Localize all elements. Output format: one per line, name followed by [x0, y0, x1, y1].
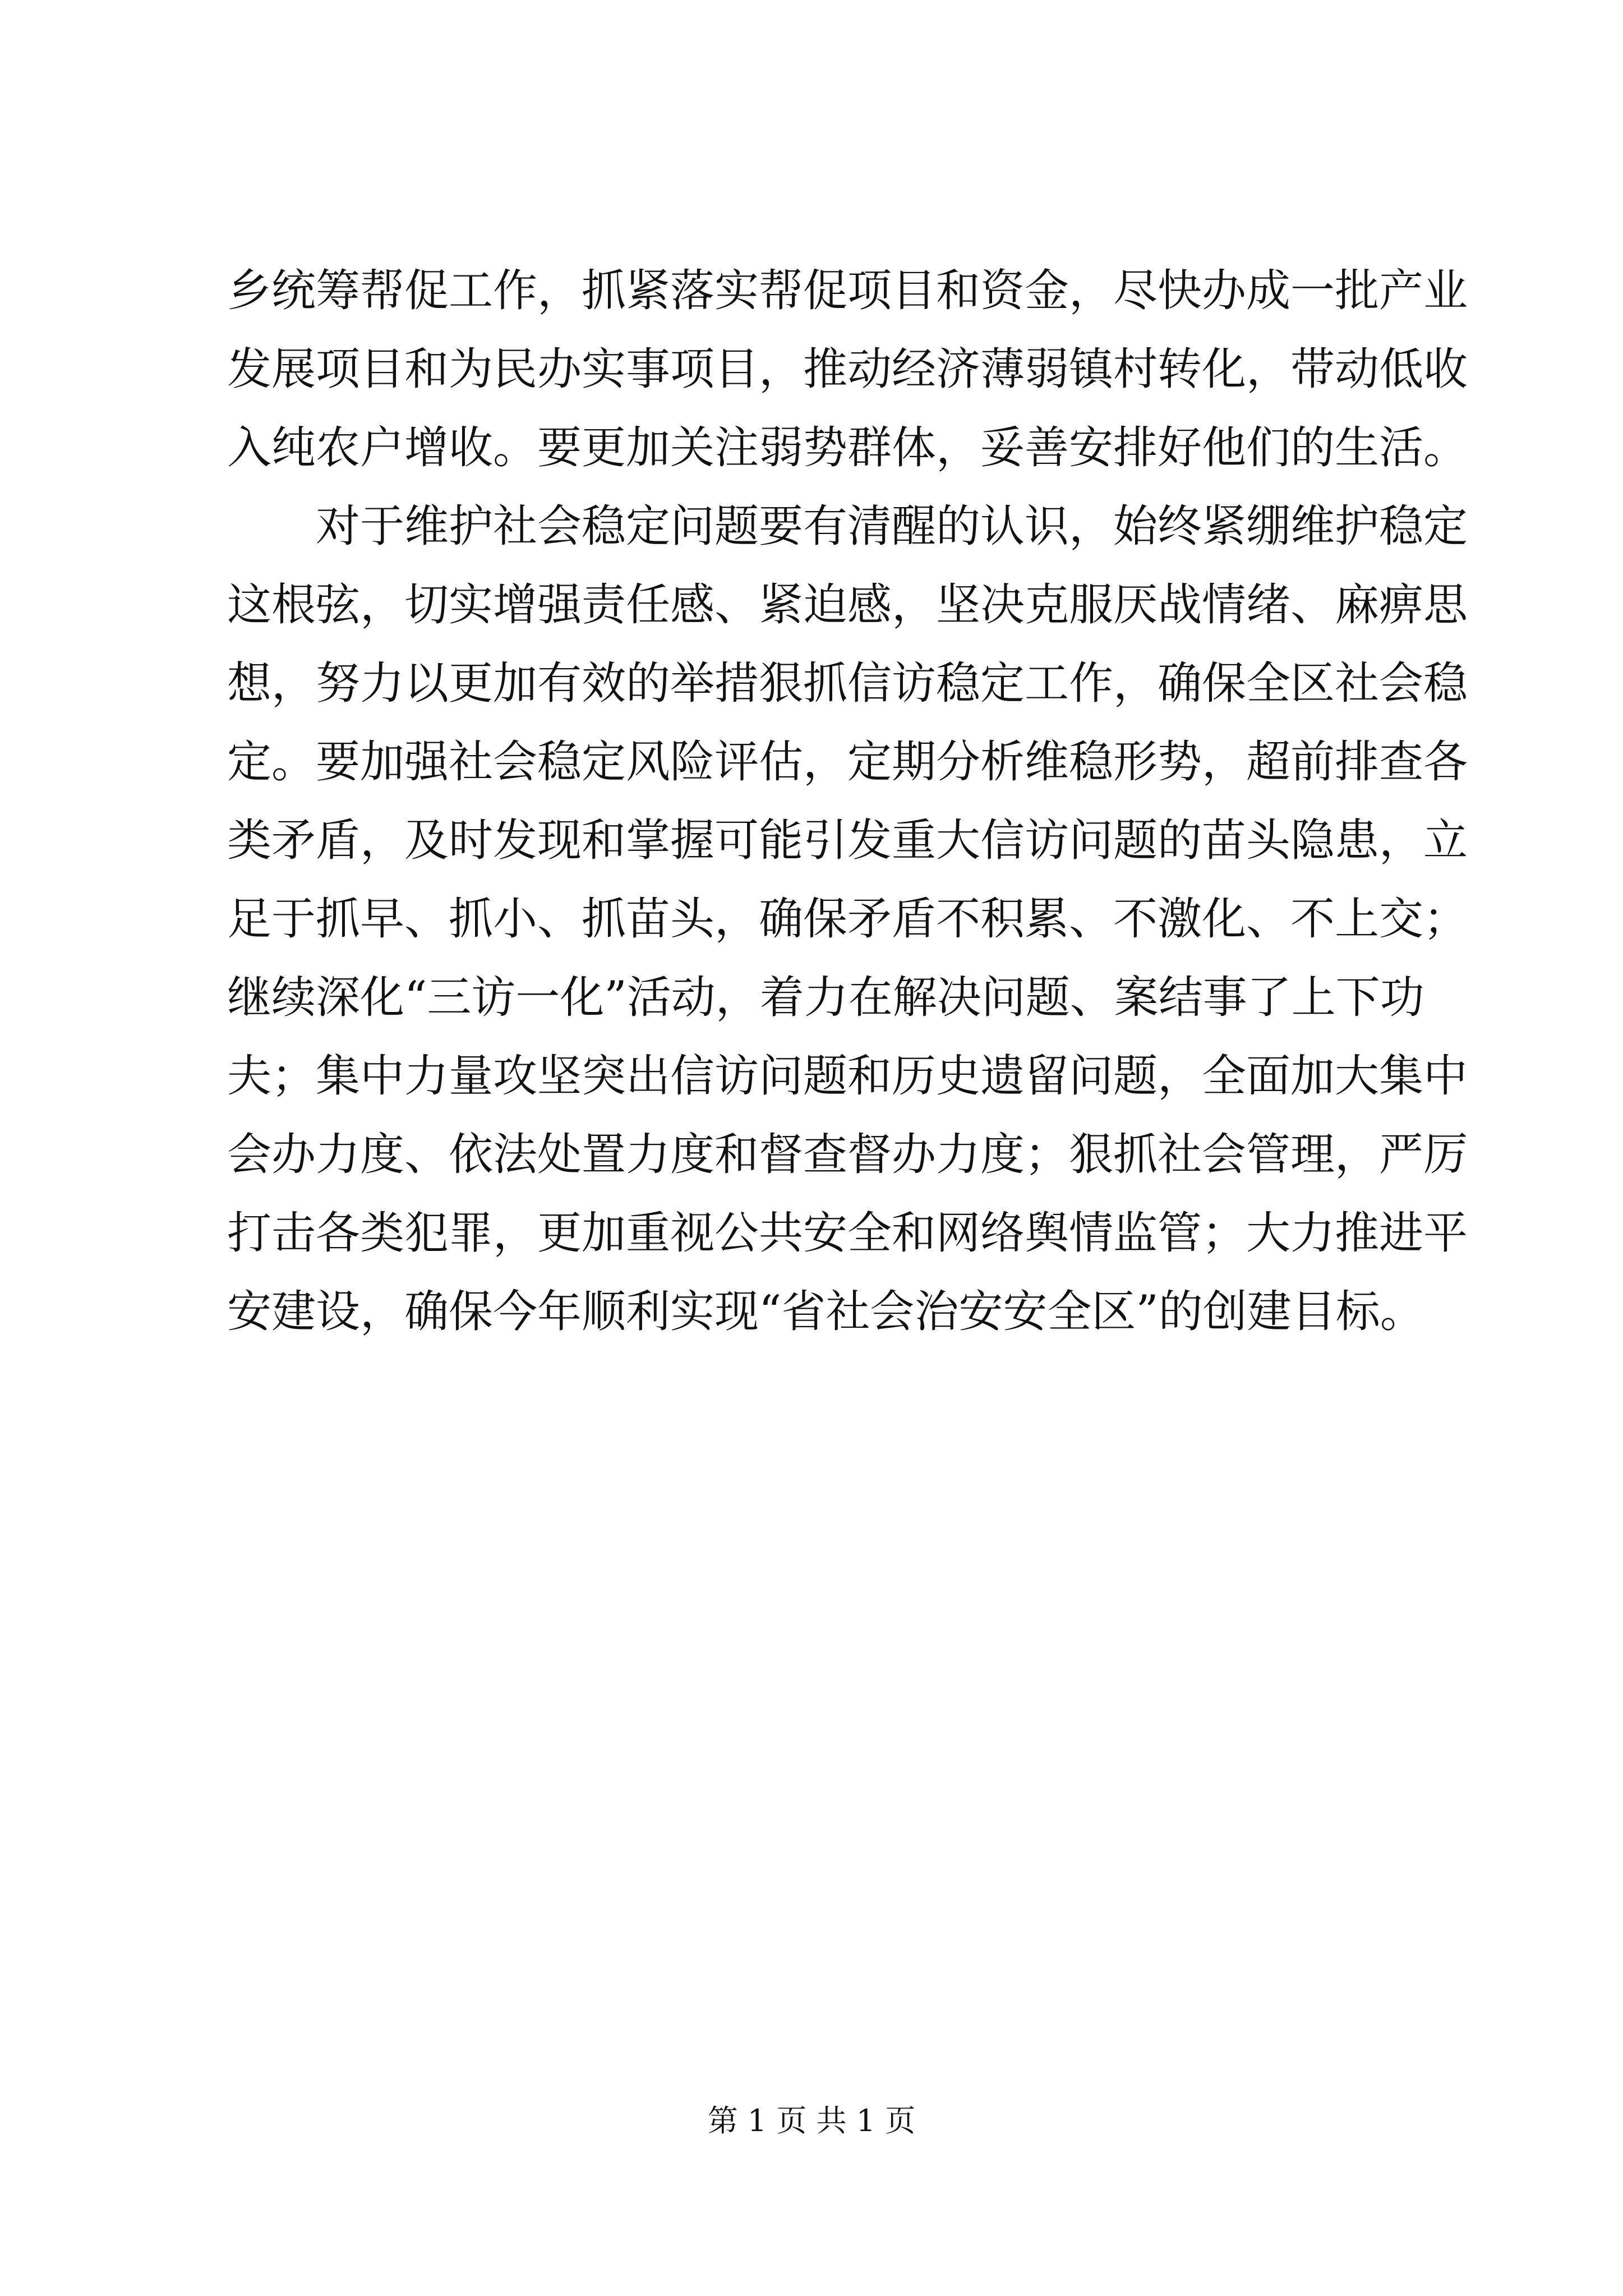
- text-line: 继续深化“三访一化”活动，着力在解决问题、案结事了上下功: [227, 972, 1424, 1023]
- page-number-footer: 第 1 页 共 1 页: [707, 2103, 916, 2138]
- text-line: 乡统筹帮促工作，抓紧落实帮促项目和资金，尽快办成一批产业: [227, 265, 1468, 316]
- text-line: 发展项目和为民办实事项目，推动经济薄弱镇村转化，带动低收: [227, 343, 1468, 395]
- text-line: 安建设，确保今年顺利实现“省社会治安安全区”的创建目标。: [227, 1286, 1424, 1337]
- paragraph-2: [227, 487, 1468, 1351]
- text-line-indented: 对于维护社会稳定问题要有清醒的认识，始终紧绷维护稳定: [316, 500, 1468, 552]
- text-line: 这根弦，切实增强责任感、紧迫感，坚决克服厌战情绪、麻痹思: [227, 579, 1468, 631]
- text-line: 定。要加强社会稳定风险评估，定期分析维稳形势，超前排查各: [227, 736, 1468, 788]
- text-line: 类矛盾，及时发现和掌握可能引发重大信访问题的苗头隐患，立: [227, 815, 1468, 866]
- text-line: 打击各类犯罪，更加重视公共安全和网络舆情监管；大力推进平: [227, 1207, 1468, 1259]
- text-line: 会办力度、依法处置力度和督查督办力度；狠抓社会管理，严厉: [227, 1129, 1468, 1180]
- text-line: 夫；集中力量攻坚突出信访问题和历史遗留问题，全面加大集中: [227, 1050, 1468, 1102]
- body-text: [227, 251, 1468, 1351]
- paragraph-1: [227, 251, 1468, 487]
- text-line: 足于抓早、抓小、抓苗头，确保矛盾不积累、不激化、不上交；: [227, 893, 1468, 945]
- text-line: 想，努力以更加有效的举措狠抓信访稳定工作，确保全区社会稳: [227, 657, 1468, 709]
- text-line: 入纯农户增收。要更加关注弱势群体，妥善安排好他们的生活。: [227, 422, 1468, 473]
